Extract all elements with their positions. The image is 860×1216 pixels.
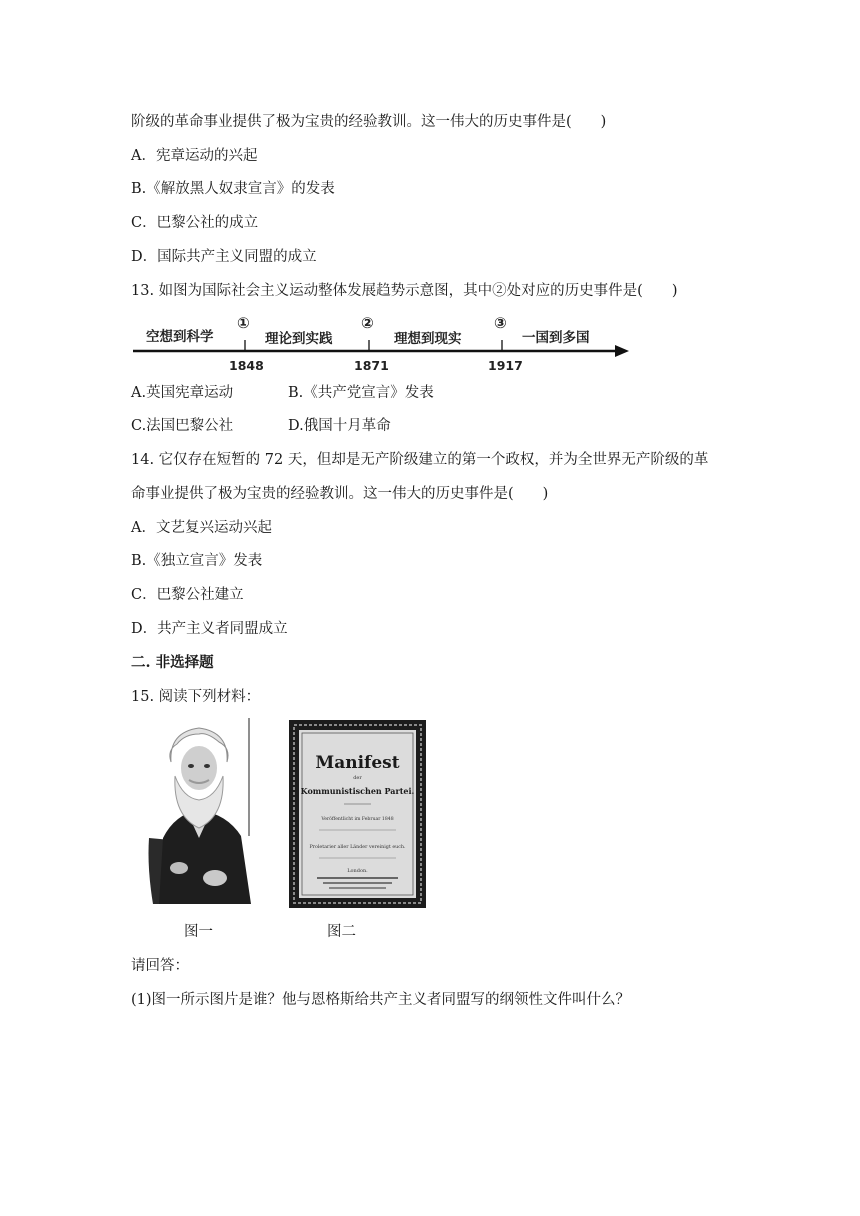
please-answer-label: 请回答： [131,958,189,974]
question-12-stem-continuation: 阶级的革命事业提供了极为宝贵的经验教训。这一伟大的历史事件是( ) [131,114,607,130]
manifesto-der: der [353,775,362,781]
figure-1-caption: 图一 [184,924,213,940]
q13-option-c: C.法国巴黎公社 [131,418,234,434]
q12-option-c: C．巴黎公社的成立 [131,215,259,231]
q14-option-b: B.《独立宣言》发表 [131,553,263,569]
timeline-arrowhead [615,345,629,357]
q14-option-c: C．巴黎公社建立 [131,587,244,603]
timeline-stage-2: 理论到实践 [265,331,333,347]
timeline-marker-1: ① [237,314,250,332]
timeline-marker-2: ② [361,314,374,332]
timeline-year-1871: 1871 [354,358,389,373]
question-15-stem: 15. 阅读下列材料： [131,689,261,705]
question-15-part-1: (1)图一所示图片是谁？他与恩格斯给共产主义者同盟写的纲领性文件叫什么？ [131,992,631,1008]
timeline-marker-3: ③ [494,314,507,332]
manifesto-party: Kommunistischen Partei. [300,786,415,796]
manifesto-title: Manifest [315,753,400,773]
q12-option-b: B.《解放黑人奴隶宣言》的发表 [131,181,335,197]
q13-option-a: A.英国宪章运动 [131,385,234,401]
timeline-stage-1: 空想到科学 [146,329,214,345]
question-14-stem-line-1: 14. 它仅存在短暂的 72 天，但却是无产阶级建立的第一个政权，并为全世界无产阶级的革 [131,452,709,468]
manifesto-city: London. [347,868,368,874]
q14-option-d: D．共产主义者同盟成立 [131,621,288,637]
q13-option-d: D.俄国十月革命 [288,418,391,434]
timeline-year-1917: 1917 [488,358,523,373]
q12-option-a: A．宪章运动的兴起 [131,148,258,164]
figure-2-caption: 图二 [327,924,356,940]
timeline-stage-4: 一国到多国 [522,330,590,346]
section-heading-non-choice: 二. 非选择题 [131,654,214,671]
q12-option-d: D．国际共产主义同盟的成立 [131,249,317,265]
timeline-year-1848: 1848 [229,358,264,373]
q14-option-a: A．文艺复兴运动兴起 [131,520,272,536]
figure-2-manifesto-cover [289,720,426,908]
figure-1-portrait [145,718,253,904]
q13-option-b: B.《共产党宣言》发表 [288,385,434,401]
manifesto-publication-line: Veröffentlicht im Februar 1848 [321,817,394,822]
manifesto-motto: Proletarier aller Länder vereinigt euch. [309,845,406,850]
timeline-stage-3: 理想到现实 [394,331,462,347]
question-14-stem-line-2: 命事业提供了极为宝贵的经验教训。这一伟大的历史事件是( ) [131,486,549,502]
question-13-stem: 13. 如图为国际社会主义运动整体发展趋势示意图，其中②处对应的历史事件是( ) [131,283,678,299]
socialism-timeline-figure [131,312,631,378]
